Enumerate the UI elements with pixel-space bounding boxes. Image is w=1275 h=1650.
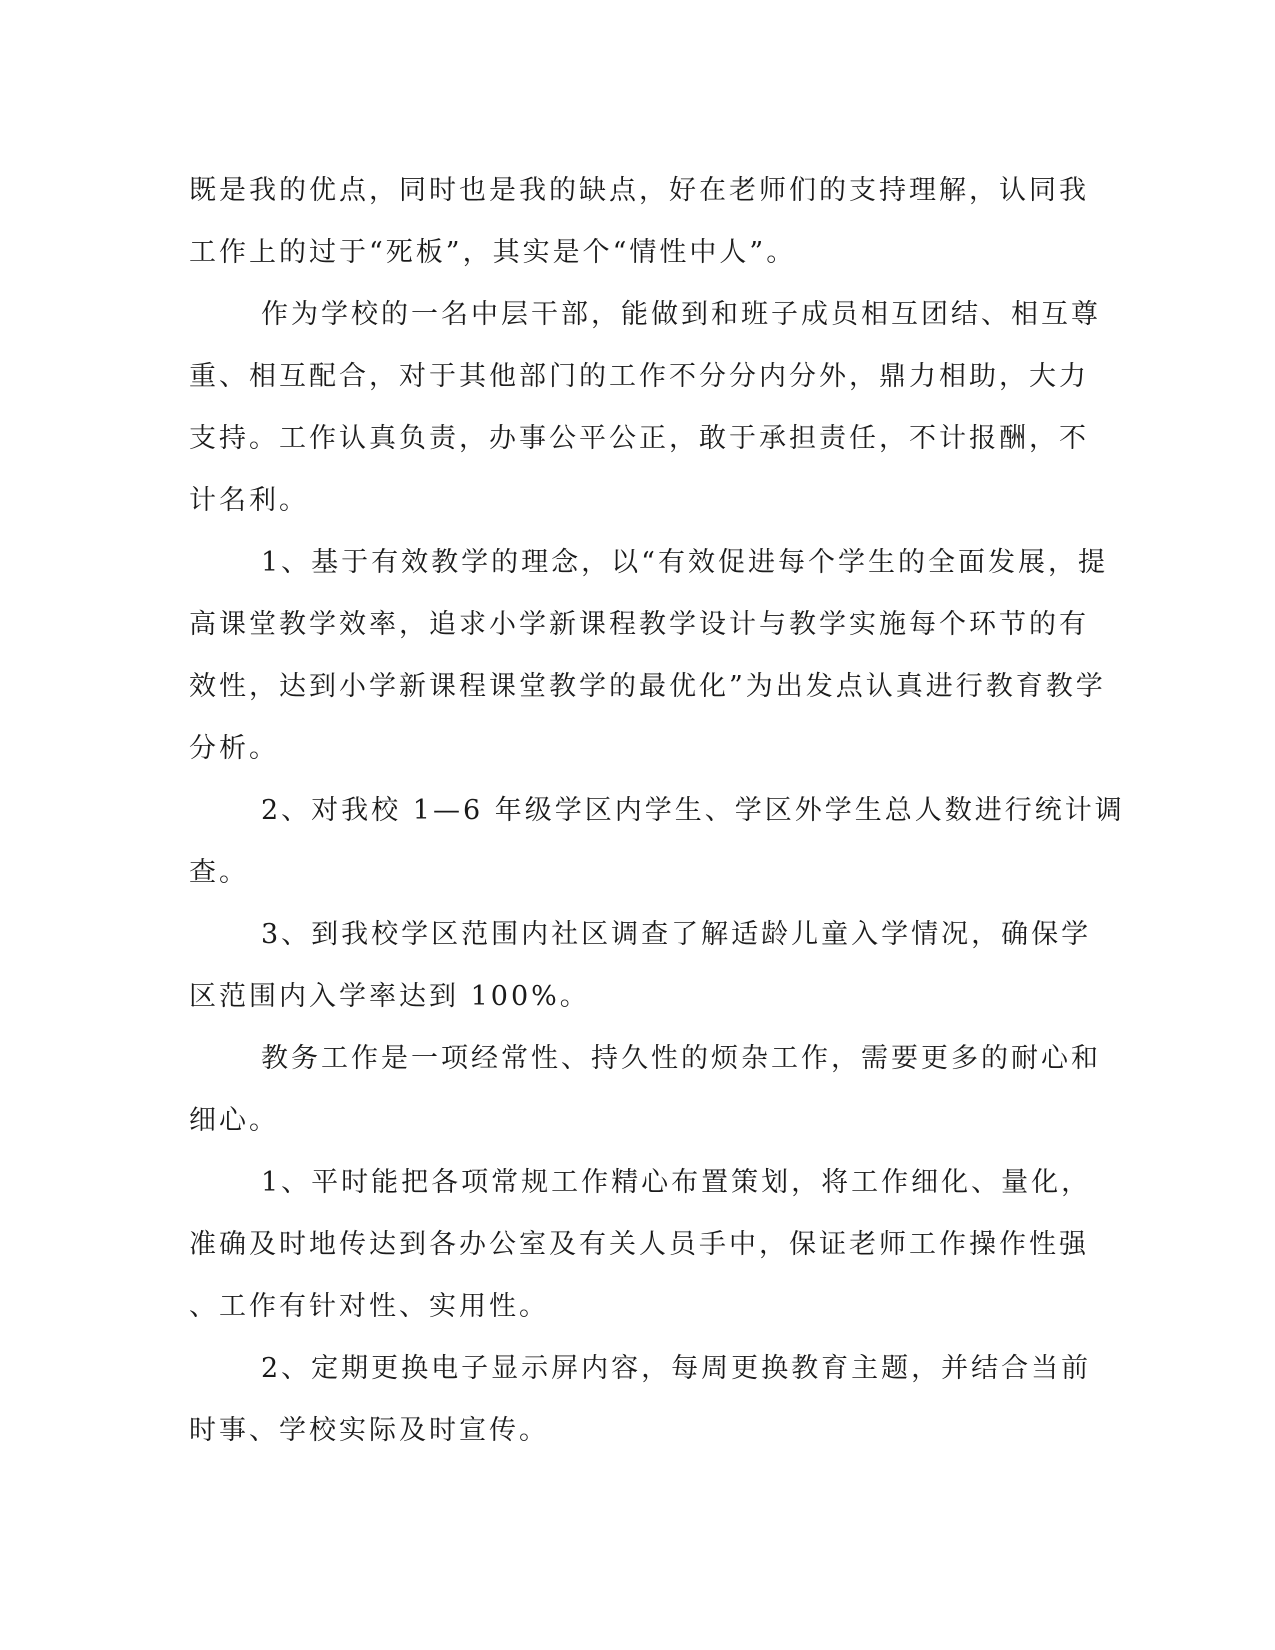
text-line: 计名利。 bbox=[189, 485, 309, 516]
text-line: 支持。工作认真负责，办事公平公正，敢于承担责任，不计报酬，不 bbox=[189, 423, 1089, 454]
text-line: 效性，达到小学新课程课堂教学的最优化”为出发点认真进行教育教学 bbox=[189, 671, 1106, 702]
text-line: 时事、学校实际及时宣传。 bbox=[189, 1415, 549, 1446]
text-line: 查。 bbox=[189, 857, 249, 888]
document-body bbox=[189, 160, 1125, 1462]
text-line: 高课堂教学效率，追求小学新课程教学设计与教学实施每个环节的有 bbox=[189, 609, 1089, 640]
text-line: 教务工作是一项经常性、持久性的烦杂工作，需要更多的耐心和 bbox=[261, 1043, 1101, 1074]
text-line: 、工作有针对性、实用性。 bbox=[189, 1291, 549, 1322]
text-line: 1、平时能把各项常规工作精心布置策划，将工作细化、量化， bbox=[261, 1167, 1092, 1198]
text-line: 1、基于有效教学的理念，以“有效促进每个学生的全面发展，提 bbox=[261, 547, 1108, 578]
text-line: 区范围内入学率达到 100%。 bbox=[189, 981, 590, 1012]
text-line: 3、到我校学区范围内社区调查了解适龄儿童入学情况，确保学 bbox=[261, 919, 1092, 950]
text-line: 重、相互配合，对于其他部门的工作不分分内分外，鼎力相助，大力 bbox=[189, 361, 1089, 392]
text-line: 分析。 bbox=[189, 733, 279, 764]
text-line: 工作上的过于“死板”，其实是个“情性中人”。 bbox=[189, 237, 797, 268]
text-line: 2、对我校 1—6 年级学区内学生、学区外学生总人数进行统计调 bbox=[261, 795, 1125, 826]
text-line: 2、定期更换电子显示屏内容，每周更换教育主题，并结合当前 bbox=[261, 1353, 1092, 1384]
text-line: 既是我的优点，同时也是我的缺点，好在老师们的支持理解，认同我 bbox=[189, 175, 1089, 206]
text-line: 细心。 bbox=[189, 1105, 279, 1136]
text-line: 准确及时地传达到各办公室及有关人员手中，保证老师工作操作性强 bbox=[189, 1229, 1089, 1260]
text-line: 作为学校的一名中层干部，能做到和班子成员相互团结、相互尊 bbox=[261, 299, 1101, 330]
